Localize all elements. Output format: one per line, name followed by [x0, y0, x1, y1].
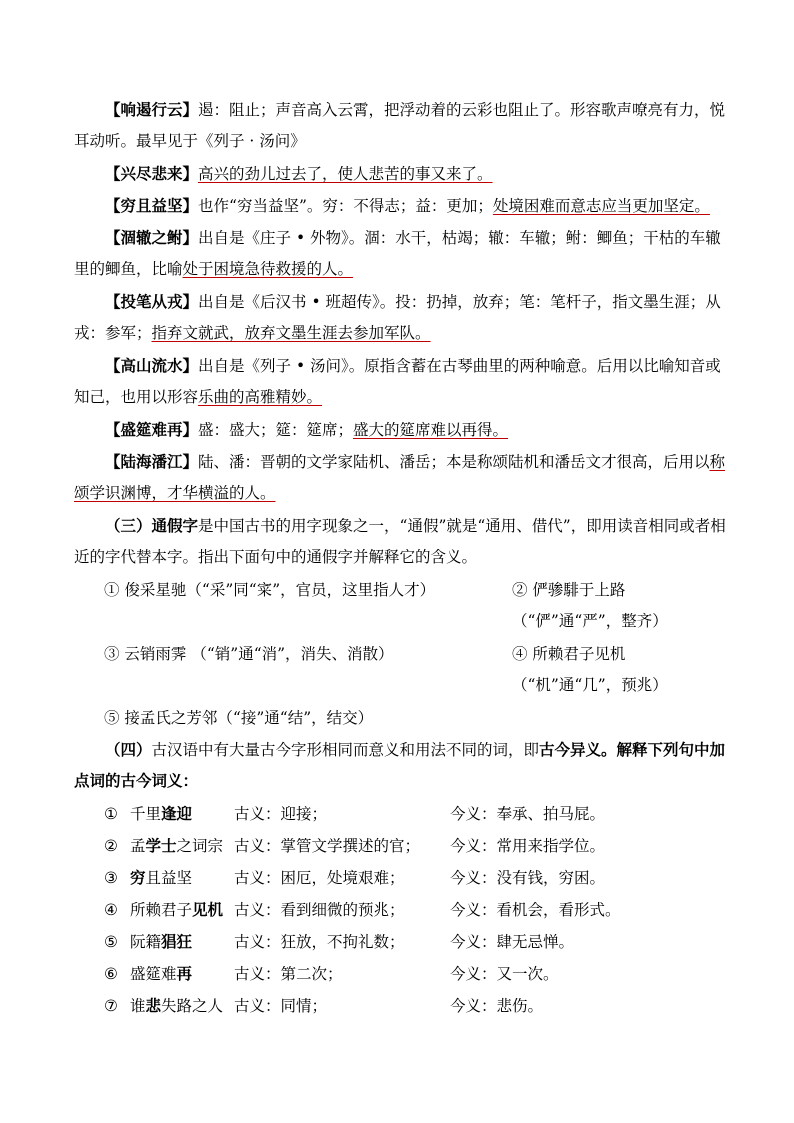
- tongjia-item-5: ⑤ 接孟氏之芳邻（“接”通“结”，结交）: [104, 709, 374, 727]
- idiom-term: 【穷且益坚】: [105, 197, 199, 215]
- idiom-term: 【盛筵难再】: [105, 421, 199, 439]
- idiom-entry-5: [74, 351, 730, 413]
- target-word: 再: [176, 965, 193, 983]
- idiom-term: 【响遏行云】: [105, 101, 199, 119]
- tongjia-item-3: ③ 云销雨霁 （“销”通“消”，消失、消散）: [104, 645, 394, 663]
- row-number: ⑤: [104, 933, 118, 951]
- modern-meaning: 今义：看机会，看形式。: [450, 901, 621, 919]
- ancient-meaning: 古义：迎接；: [234, 805, 328, 823]
- idiom-entry-0: [74, 95, 730, 157]
- target-word: 学士: [145, 837, 177, 855]
- idiom-meaning-underlined: 称颂学识渊博，才华横溢的人。: [74, 453, 726, 502]
- idiom-meaning-underlined: 处境困难而意志应当更加坚定。: [492, 197, 710, 215]
- sentence-pre: 所赖君子: [130, 901, 193, 919]
- sentence-pre: 谁: [130, 997, 146, 1015]
- section-4-label: （四）: [105, 741, 152, 759]
- target-word: 猖狂: [161, 933, 193, 951]
- ancient-meaning: 古义：第二次；: [234, 965, 343, 983]
- idiom-explanation: 也作“穷当益坚”。穷：不得志；益：更加；: [198, 197, 493, 215]
- modern-meaning: 今义：又一次。: [450, 965, 559, 983]
- idiom-entry-7: [74, 447, 730, 509]
- tongjia-item-4: ④ 所赖君子见机 （“机”通“几”，预兆）: [512, 645, 668, 694]
- gujin-row: [104, 959, 192, 990]
- modern-meaning: 今义：没有钱，穷困。: [450, 869, 606, 887]
- idiom-meaning-underlined: 盛大的筵席难以再得。: [353, 421, 509, 439]
- section-3-keyword: 通假字: [151, 517, 199, 535]
- section-4-keyword: 古今异义。解释下列句中加点词的古今词义：: [74, 741, 726, 790]
- idiom-entry-4: [74, 287, 730, 349]
- sentence-post: 且益坚: [145, 869, 193, 887]
- section-3-intro: [74, 511, 730, 573]
- section-3-label: （三）: [105, 517, 152, 535]
- idiom-meaning-underlined: 指弃文就武，放弃文墨生涯去参加军队。: [151, 324, 431, 342]
- target-word: 逢迎: [161, 805, 193, 823]
- ancient-meaning: 古义：掌管文学撰述的官；: [234, 837, 421, 855]
- modern-meaning: 今义：肆无忌惮。: [450, 933, 575, 951]
- idiom-meaning-underlined: 乐曲的高雅精妙。: [198, 388, 323, 406]
- sentence-pre: 孟: [130, 837, 146, 855]
- modern-meaning: 今义：常用来指学位。: [450, 837, 606, 855]
- section-4-text: 古汉语中有大量古今字形相同而意义和用法不同的词，即: [151, 741, 540, 759]
- idiom-entry-3: [74, 223, 730, 285]
- row-number: ①: [104, 805, 118, 823]
- target-word: 悲: [145, 997, 162, 1015]
- ancient-meaning: 古义：困厄，处境艰难；: [234, 869, 405, 887]
- idiom-entry-2: [74, 191, 730, 222]
- ancient-meaning: 古义：狂放，不拘礼数；: [234, 933, 405, 951]
- row-number: ⑦: [104, 997, 118, 1015]
- sentence-pre: 阮籍: [130, 933, 162, 951]
- row-number: ⑥: [104, 965, 118, 983]
- sentence-pre: 千里: [130, 805, 162, 823]
- idiom-entry-6: [74, 415, 730, 446]
- sentence-post: 之词宗: [176, 837, 224, 855]
- target-word: 见机: [192, 901, 224, 919]
- idiom-meaning-underlined: 处于困境急待救援的人。: [182, 260, 354, 278]
- idiom-explanation: 出自是《后汉书 • 班超传》。投：扔掉，放弃；笔：笔杆子，指文墨生涯；从戎：参军；: [74, 293, 721, 342]
- idiom-term: 【涸辙之鲋】: [105, 229, 199, 247]
- idiom-term: 【兴尽悲来】: [105, 165, 199, 183]
- target-word: 穷: [130, 869, 146, 887]
- idiom-term: 【投笔从戎】: [105, 293, 199, 311]
- idiom-explanation: 遏：阻止；声音高入云霄，把浮动着的云彩也阻止了。形容歌声嘹亮有力，悦耳动听。最早见于《列子 · 汤问》: [74, 101, 726, 150]
- idiom-explanation: 出自是《庄子 • 外物》。涸：水干，枯竭；辙：车辙；鲋：鲫鱼；干枯的车辙里的鲫鱼，比喻: [74, 229, 721, 278]
- idiom-term: 【高山流水】: [105, 357, 199, 375]
- gujin-row: [104, 895, 223, 926]
- idiom-explanation: 出自是《列子 • 汤问》。原指含蓄在古琴曲里的两种喻意。后用以比喻知音或知己，也用以形容: [74, 357, 721, 406]
- sentence-post: 失路之人: [161, 997, 224, 1015]
- gujin-row: [104, 927, 192, 958]
- gujin-row: [104, 799, 192, 830]
- idiom-meaning-underlined: 高兴的劲儿过去了，使人悲苦的事又来了。: [198, 165, 493, 183]
- ancient-meaning: 古义：看到细微的预兆；: [234, 901, 405, 919]
- gujin-row: [104, 991, 223, 1022]
- section-3-text: 是中国古书的用字现象之一，“通假”就是“通用、借代”，即用读音相同或者相近的字代替本字。指出下面句中的通假字并解释它的含义。: [74, 517, 726, 566]
- gujin-row: [104, 831, 223, 862]
- row-number: ②: [104, 837, 118, 855]
- tongjia-item-2: ② 俨骖騑于上路（“俨”通“严”，整齐）: [512, 581, 668, 630]
- gujin-row: [104, 863, 192, 894]
- idiom-explanation: 陆、潘：晋朝的文学家陆机、潘岳；本是称颂陆机和潘岳文才很高，后用以: [198, 453, 710, 471]
- row-number: ④: [104, 901, 118, 919]
- idiom-explanation: 盛：盛大；筵：筵席；: [198, 421, 354, 439]
- row-number: ③: [104, 869, 118, 887]
- ancient-meaning: 古义：同情；: [234, 997, 328, 1015]
- section-4-intro: [74, 735, 730, 797]
- sentence-pre: 盛筵难: [130, 965, 177, 983]
- idiom-term: 【陆海潘江】: [105, 453, 199, 471]
- modern-meaning: 今义：奉承、拍马屁。: [450, 805, 606, 823]
- tongjia-item-1: ① 俊采星驰（“采”同“寀”，官员，这里指人才）: [104, 581, 436, 599]
- idiom-entry-1: [74, 159, 730, 190]
- modern-meaning: 今义：悲伤。: [450, 997, 544, 1015]
